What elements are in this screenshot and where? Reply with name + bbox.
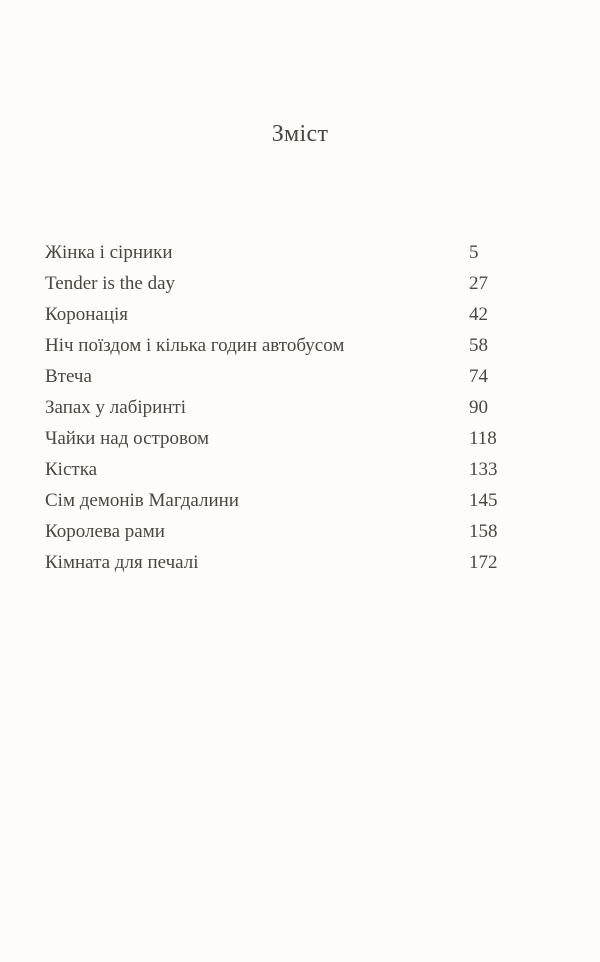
toc-entry bbox=[45, 423, 500, 454]
toc-entry bbox=[45, 516, 500, 547]
toc-entry bbox=[45, 547, 500, 578]
toc-entry-title: Ніч поїздом і кілька годин автобусом bbox=[45, 335, 345, 356]
toc-entry-title: Королева рами bbox=[45, 521, 165, 542]
toc-entry bbox=[45, 392, 500, 423]
page-title: Зміст bbox=[271, 121, 329, 147]
toc-entry bbox=[45, 268, 500, 299]
toc-entry-title: Tender is the day bbox=[45, 273, 176, 294]
toc-entry-page-number: 5 bbox=[469, 242, 479, 263]
toc-entry-page-number: 74 bbox=[469, 366, 488, 387]
toc-entry-title: Коронація bbox=[45, 304, 129, 325]
toc-entry bbox=[45, 330, 500, 361]
toc-entry bbox=[45, 454, 500, 485]
toc-entry-page-number: 133 bbox=[469, 459, 498, 480]
toc-entry bbox=[45, 361, 500, 392]
toc-entry-title: Чайки над островом bbox=[45, 428, 210, 449]
table-of-contents bbox=[45, 237, 500, 578]
toc-entry bbox=[45, 299, 500, 330]
toc-entry-title: Кімната для печалі bbox=[45, 552, 199, 573]
toc-entry-page-number: 118 bbox=[469, 428, 497, 449]
toc-entry-page-number: 158 bbox=[469, 521, 498, 542]
toc-entry-title: Кістка bbox=[45, 459, 98, 480]
toc-entry bbox=[45, 485, 500, 516]
toc-entry-page-number: 42 bbox=[469, 304, 488, 325]
toc-entry bbox=[45, 237, 500, 268]
toc-entry-page-number: 58 bbox=[469, 335, 488, 356]
toc-entry-page-number: 145 bbox=[469, 490, 498, 511]
toc-entry-page-number: 27 bbox=[469, 273, 488, 294]
toc-entry-title: Втеча bbox=[45, 366, 92, 387]
toc-entry-page-number: 90 bbox=[469, 397, 488, 418]
toc-entry-title: Запах у лабіринті bbox=[45, 397, 187, 418]
toc-entry-page-number: 172 bbox=[469, 552, 498, 573]
toc-entry-title: Жінка і сірники bbox=[45, 242, 173, 263]
toc-entry-title: Сім демонів Магдалини bbox=[45, 490, 239, 511]
